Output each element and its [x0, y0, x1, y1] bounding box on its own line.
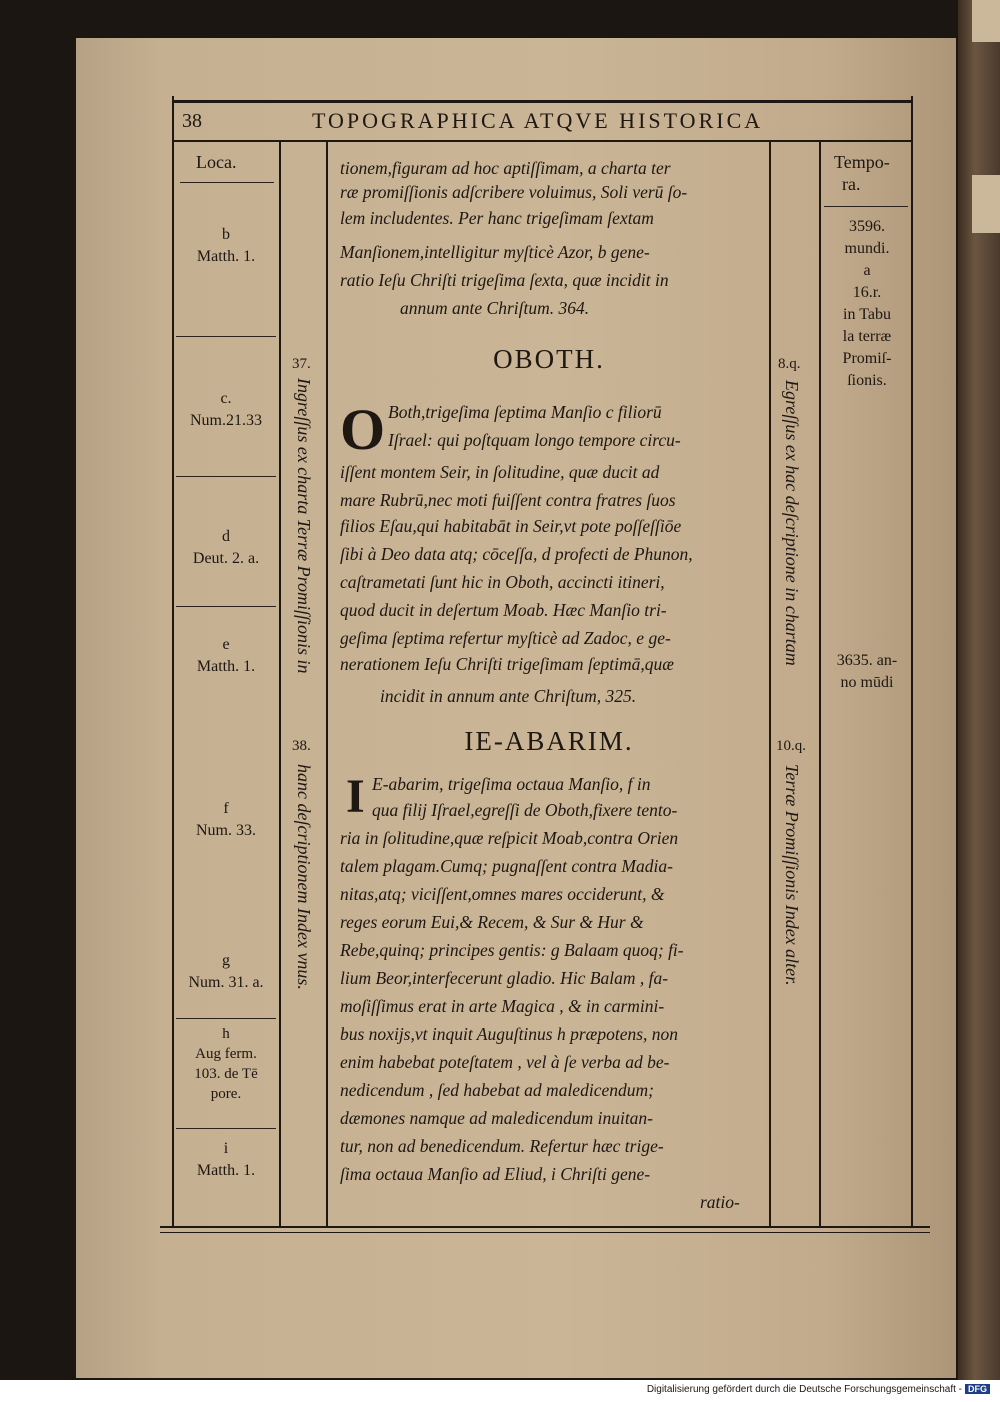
- catchword: ratio-: [700, 1192, 740, 1212]
- drop-capital: I: [346, 770, 365, 823]
- text-line: moſiſſimus erat in arte Magica , & in carmini-: [340, 996, 665, 1016]
- header-rule-lower: [172, 140, 912, 142]
- index-marker: 38.: [292, 738, 311, 754]
- vertical-index-text: Ingreſſus ex charta Terræ Promiſſionis in: [294, 378, 314, 674]
- right-note: 3596. mundi. a 16.r. in Tabu la terræ Promiſ- ſionis.: [842, 218, 892, 389]
- text-line: nedicendum , ſed habebat ad maledicendum;: [340, 1080, 654, 1100]
- book-edge-strip: [972, 0, 1000, 42]
- index-marker: 10.q.: [776, 738, 806, 754]
- text-line: talem plagam.Cumq; pugnaſſent contra Madia-: [340, 856, 673, 876]
- divider: [176, 1128, 276, 1129]
- left-note: c. Num.21.33: [190, 390, 262, 429]
- text-line: dæmones namque ad maledicendum inuitan-: [340, 1108, 654, 1128]
- vertical-index-text: Terræ Promiſſionis Index alter.: [782, 764, 802, 986]
- left-note: e Matth. 1.: [196, 636, 256, 675]
- column-rule: [279, 140, 281, 1228]
- divider: [176, 1018, 276, 1019]
- text-line: iſſent montem Seir, in ſolitudine, quæ ducit ad: [340, 462, 660, 482]
- running-title: TOPOGRAPHICA ATQVE HISTORICA: [312, 108, 764, 133]
- section-heading: IE-ABARIM.: [464, 726, 634, 756]
- digitization-credit: Digitalisierung gefördert durch die Deutsche Forschungsgemeinschaft - DFG: [647, 1384, 990, 1395]
- divider: [176, 336, 276, 337]
- text-line: Both,trigeſima ſeptima Manſio c filiorū: [388, 402, 662, 422]
- section-heading: OBOTH.: [493, 344, 605, 374]
- text-line: enim habebat poteſtatem , vel à ſe verba ad be-: [340, 1052, 670, 1072]
- left-column-title: Loca.: [196, 152, 237, 172]
- left-note: d Deut. 2. a.: [192, 528, 260, 567]
- text-line: E-abarim, trigeſima octaua Manſio, f in: [372, 774, 651, 794]
- text-line: geſima ſeptima refertur myſticè ad Zadoc, e ge-: [340, 628, 671, 648]
- footer-rule-lower: [160, 1232, 930, 1233]
- text-line: Rebe,quinq; principes gentis: g Balaam quoq; fi-: [340, 940, 684, 960]
- text-line: lium Beor,interfecerunt gladio. Hic Balam , fa-: [340, 968, 669, 988]
- header-rule: [172, 100, 912, 103]
- frame-left: [172, 96, 174, 1228]
- text-line: reges eorum Eui,& Recem, & Sur & Hur &: [340, 912, 644, 932]
- column-rule: [326, 140, 328, 1228]
- book-edge-strip: [972, 175, 1000, 233]
- right-column-title: ra.: [842, 174, 861, 194]
- text-line: mare Rubrū,nec moti fuiſſent contra fratres ſuos: [340, 490, 676, 510]
- drop-capital: O: [340, 397, 386, 462]
- text-line: tur, non ad benedicendum. Refertur hæc trige-: [340, 1136, 664, 1156]
- text-line: ratio Ieſu Chriſti trigeſima ſexta, quæ incidit in: [340, 270, 669, 290]
- frame-right: [911, 96, 913, 1228]
- left-note: i Matth. 1.: [196, 1140, 256, 1179]
- left-note: f Num. 33.: [196, 800, 256, 839]
- text-line: tionem,figuram ad hoc aptiſſimam, a charta ter: [340, 158, 671, 178]
- text-line: bus noxijs,vt inquit Auguſtinus h præpotens, non: [340, 1024, 679, 1044]
- index-marker: 37.: [292, 356, 311, 372]
- divider: [180, 182, 274, 183]
- text-line: nerationem Ieſu Chriſti trigeſimam ſeptimā,quæ: [340, 654, 674, 674]
- left-note: b Matth. 1.: [196, 226, 256, 265]
- text-line: ſima octaua Manſio ad Eliud, i Chriſti gene-: [340, 1164, 651, 1184]
- right-note: 3635. an- no mūdi: [836, 652, 898, 691]
- divider: [824, 206, 908, 207]
- text-line: ræ promiſſionis adſcribere voluimus, Soli verū ſo-: [340, 182, 688, 202]
- divider: [176, 476, 276, 477]
- vertical-index-text: Egreſſus ex hac deſcriptione in chartam: [782, 380, 802, 666]
- page-number: 38: [182, 110, 202, 132]
- left-note: h Aug ferm. 103. de Tē pore.: [194, 1026, 258, 1102]
- index-marker: 8.q.: [778, 356, 801, 372]
- text-line: filios Eſau,qui habitabāt in Seir,vt pote poſſeſſiōe: [340, 516, 682, 536]
- text-line: quod ducit in deſertum Moab. Hæc Manſio tri-: [340, 600, 667, 620]
- text-line: ria in ſolitudine,quæ reſpicit Moab,contra Orien: [340, 828, 679, 848]
- text-line: nitas,atq; viciſſent,omnes mares occiderunt, &: [340, 884, 665, 904]
- footer-rule: [160, 1226, 930, 1228]
- text-line: Iſrael: qui poſtquam longo tempore circu-: [388, 430, 681, 450]
- text-line: annum ante Chriſtum. 364.: [400, 298, 590, 318]
- text-line: qua filij Iſrael,egreſſi de Oboth,fixere tento-: [372, 800, 678, 820]
- right-column-title: Tempo-: [834, 152, 890, 172]
- text-line: caſtrametati ſunt hic in Oboth, accincti itineri,: [340, 572, 665, 592]
- text-line: ſibi à Deo data atq; cōceſſa, d profecti de Phunon,: [340, 544, 693, 564]
- text-line: Manſionem,intelligitur myſticè Azor, b gene-: [340, 242, 650, 262]
- vertical-index-text: hanc deſcriptionem Index vnus.: [294, 764, 314, 990]
- text-line: lem includentes. Per hanc trigeſimam ſextam: [340, 208, 654, 228]
- left-note: g Num. 31. a.: [188, 952, 264, 991]
- divider: [176, 606, 276, 607]
- text-line: incidit in annum ante Chriſtum, 325.: [380, 686, 637, 706]
- column-rule: [819, 140, 821, 1228]
- dfg-logo: DFG: [965, 1384, 990, 1394]
